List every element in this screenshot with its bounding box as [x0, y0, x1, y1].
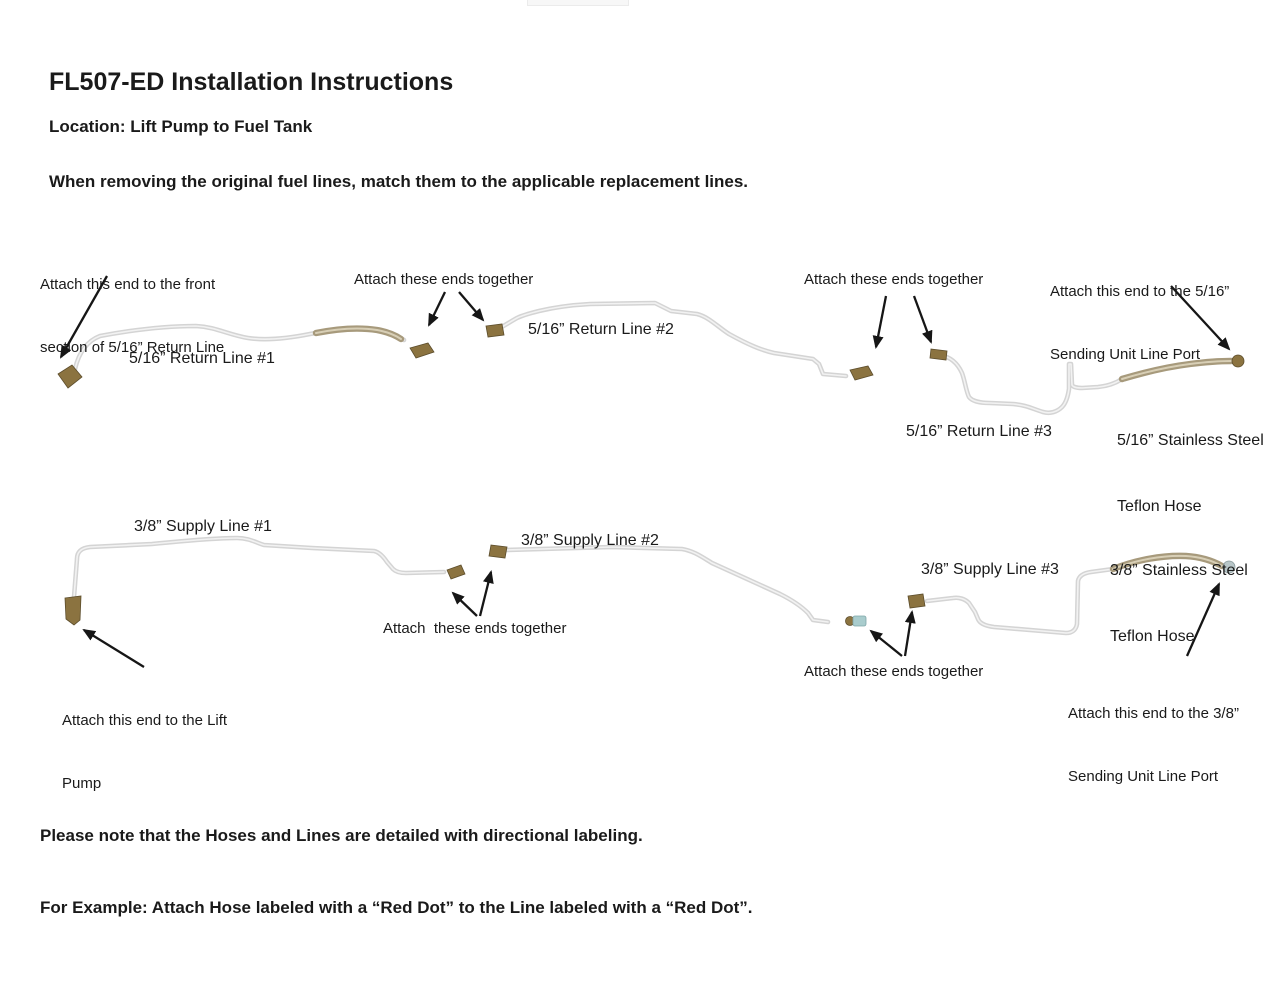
label-return-line-2: 5/16” Return Line #2: [528, 321, 674, 338]
annotation-line: Attach this end to the front: [40, 276, 216, 293]
return-line-1-braided-section: [316, 329, 401, 339]
page-title: FL507-ED Installation Instructions: [49, 68, 454, 96]
supply-line-1-tube: [74, 538, 444, 597]
supply-line-3-left-fitting: [908, 594, 925, 608]
annotation-line: Attach this end to the 5/16”: [1050, 283, 1230, 300]
return-hose-end-fitting: [1232, 355, 1244, 367]
return-line-2-left-fitting: [486, 324, 504, 337]
annotation-line: Attach this end to the 3/8”: [1068, 705, 1239, 722]
annotation-attach-ends-top-left: Attach these ends together: [354, 271, 534, 288]
label-return-line-1: 5/16” Return Line #1: [129, 350, 275, 367]
return-line-2-right-fitting: [850, 366, 873, 380]
label-return-line-3: 5/16” Return Line #3: [906, 423, 1052, 440]
supply-line-2-left-fitting: [489, 545, 507, 558]
label-line: 5/16” Stainless Steel: [1117, 432, 1264, 449]
annotation-line: section of 5/16” Return Line: [40, 339, 225, 356]
supply-line-2-right-fitting: [846, 616, 867, 626]
annotation-attach-ends-bottom-right: Attach these ends together: [804, 663, 984, 680]
arrow-join-top-left-b: [459, 292, 483, 320]
label-supply-line-2: 3/8” Supply Line #2: [521, 532, 659, 549]
arrow-join-bottom-left-b: [480, 572, 491, 616]
instruction-line: When removing the original fuel lines, match them to the applicable replacement lines.: [49, 172, 749, 191]
annotation-attach-sending-unit-bottom: [1068, 661, 1239, 829]
return-line-3-left-fitting: [930, 349, 947, 360]
arrow-join-top-left-a: [429, 292, 445, 325]
supply-line-1-left-fitting: [65, 596, 81, 625]
arrow-join-bottom-right-b: [905, 612, 912, 656]
arrow-lift-pump: [84, 630, 144, 667]
supply-line-2-tube: [506, 547, 828, 622]
label-supply-line-3: 3/8” Supply Line #3: [921, 561, 1059, 578]
annotation-line: Sending Unit Line Port: [1050, 346, 1201, 363]
annotation-attach-ends-top-right: Attach these ends together: [804, 271, 984, 288]
label-line: 3/8” Stainless Steel: [1110, 562, 1248, 579]
directional-labeling-note: [40, 776, 753, 968]
annotation-line: Sending Unit Line Port: [1068, 768, 1219, 785]
note-line: Please note that the Hoses and Lines are detailed with directional labeling.: [40, 826, 643, 845]
location-line: Location: Lift Pump to Fuel Tank: [49, 117, 313, 136]
arrow-join-top-right-a: [876, 296, 886, 347]
return-line-1-right-fitting: [410, 343, 434, 358]
annotation-attach-sending-unit-top: [1050, 239, 1229, 407]
annotation-line: Pump: [62, 775, 102, 792]
supply-line-1-right-fitting: [447, 565, 465, 579]
annotation-line: Attach this end to the Lift: [62, 712, 228, 729]
label-supply-line-1: 3/8” Supply Line #1: [134, 518, 272, 535]
arrow-join-bottom-right-a: [871, 631, 902, 656]
note-line: For Example: Attach Hose labeled with a “Red Dot” to the Line labeled with a “Red Dot”.: [40, 898, 753, 917]
arrow-join-bottom-left-a: [453, 593, 477, 616]
label-line: Teflon Hose: [1110, 628, 1195, 645]
label-line: Teflon Hose: [1117, 498, 1202, 515]
arrow-join-top-right-b: [914, 296, 931, 342]
annotation-attach-front-return: [40, 232, 224, 400]
annotation-attach-ends-bottom-left: Attach these ends together: [383, 620, 567, 637]
